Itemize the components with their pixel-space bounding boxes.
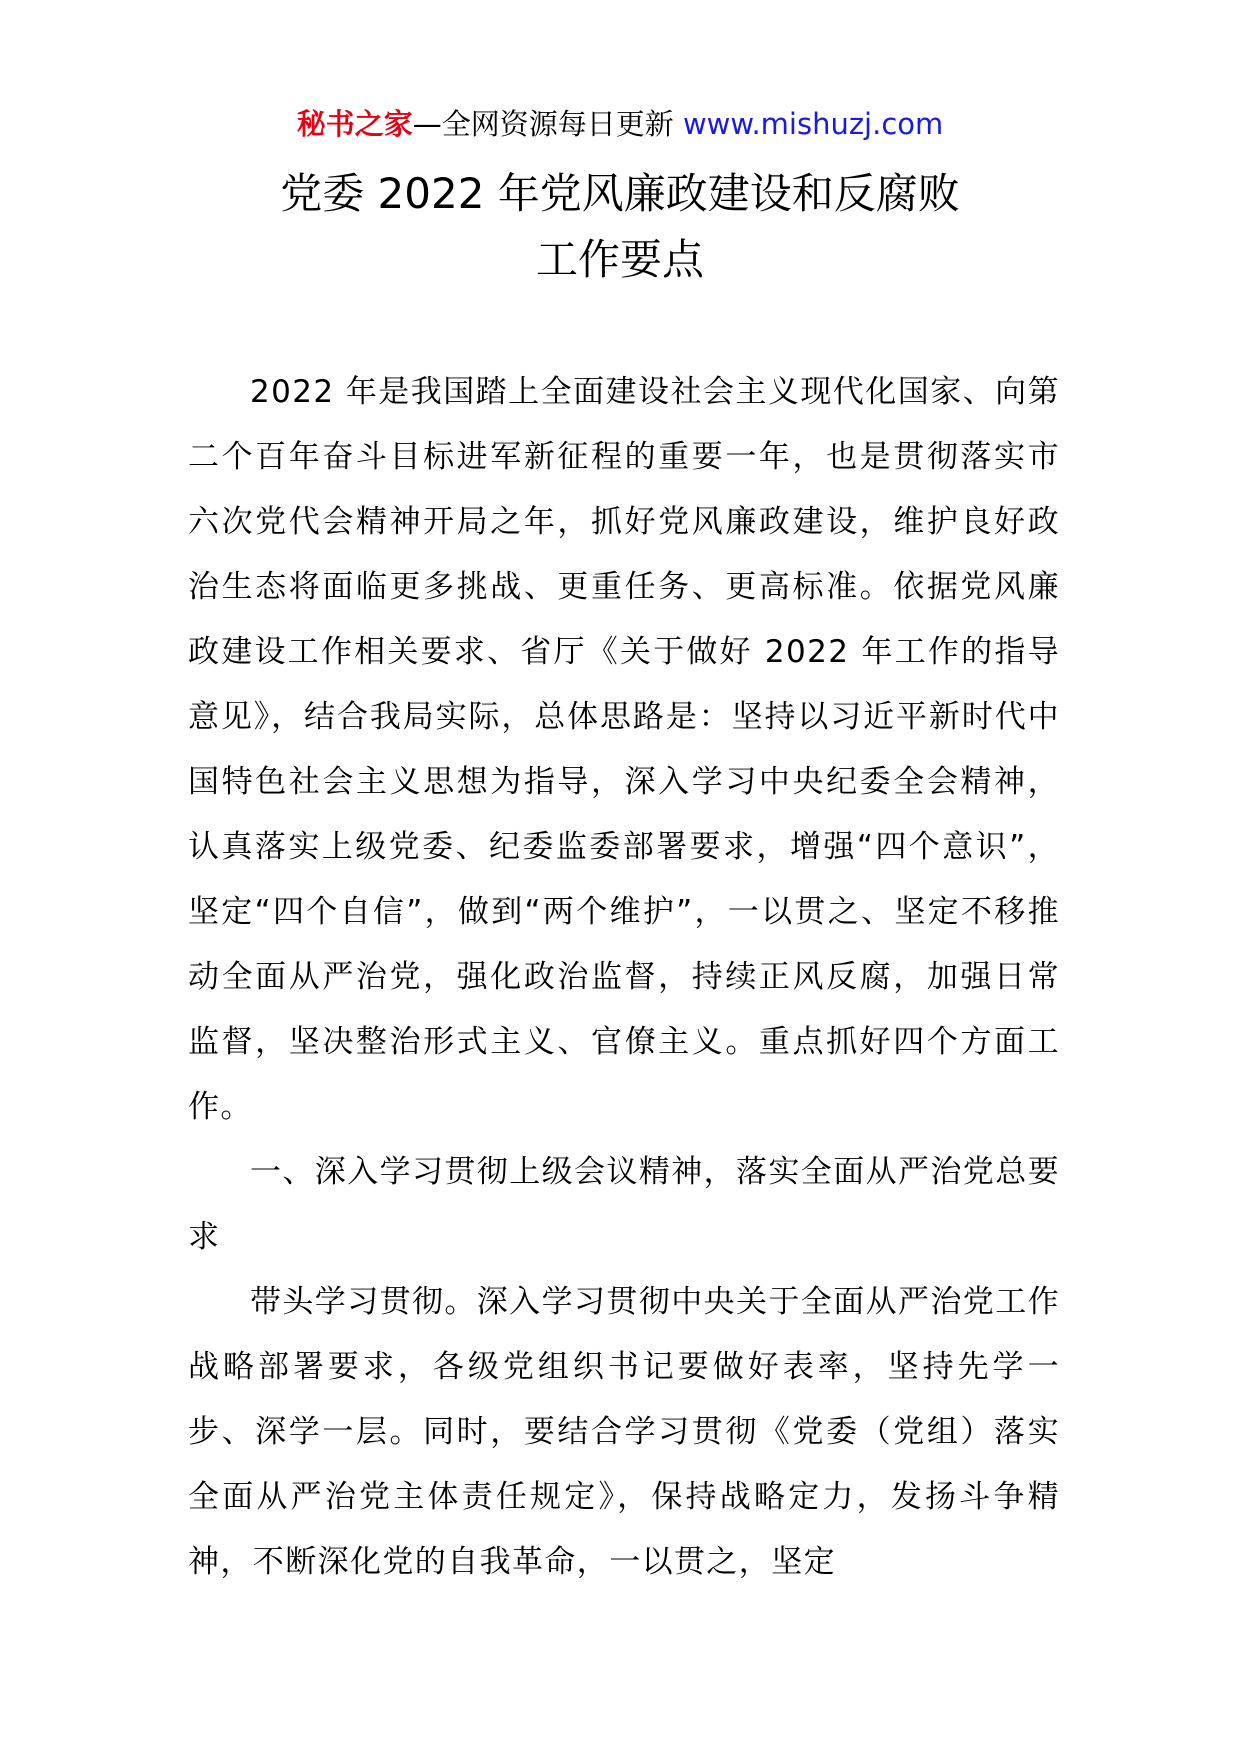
document-title-line-2: 工作要点 bbox=[535, 235, 704, 284]
site-header bbox=[0, 104, 1240, 144]
brand-name: 秘书之家 bbox=[296, 107, 413, 141]
document-body bbox=[188, 360, 1060, 1595]
paragraph-study: 带头学习贯彻。深入学习贯彻中央关于全面从严治党工作战略部署要求，各级党组织书记要做好表率，坚持先学一步、深学一层。同时，要结合学习贯彻《党委（党组）落实全面从严治党主体责任规定》，保持战略定力，发扬斗争精神，不断深化党的自我革命，一以贯之，坚定 bbox=[188, 1284, 1060, 1580]
section-heading-1: 一、深入学习贯彻上级会议精神，落实全面从严治党总要求 bbox=[188, 1154, 1060, 1255]
document-title-line-1: 党委 2022 年党风廉政建设和反腐败 bbox=[280, 169, 960, 218]
header-tagline: —全网资源每日更新 bbox=[412, 107, 674, 141]
site-url-link[interactable]: www.mishuzj.com bbox=[682, 107, 944, 141]
paragraph-intro: 2022 年是我国踏上全面建设社会主义现代化国家、向第二个百年奋斗目标进军新征程的重要一年，也是贯彻落实市六次党代会精神开局之年，抓好党风廉政建设，维护良好政治生态将面临更多挑战、更重任务、更高标准。依据党风廉政建设工作相关要求、省厅《关于做好 2022 年工作的指导意见》，结合我局实际，总体思路是：坚持以习近平新时代中国特色社会主义思想为指导，深入学习中央纪委全会精神，认真落实上级党委、纪委监委部署要求，增强“四个意识”，坚定“四个自信”，做到“两个维护”，一以贯之、坚定不移推动全面从严治党，强化政治监督，持续正风反腐，加强日常监督，坚决整治形式主义、官僚主义。重点抓好四个方面工作。 bbox=[188, 374, 1060, 1125]
